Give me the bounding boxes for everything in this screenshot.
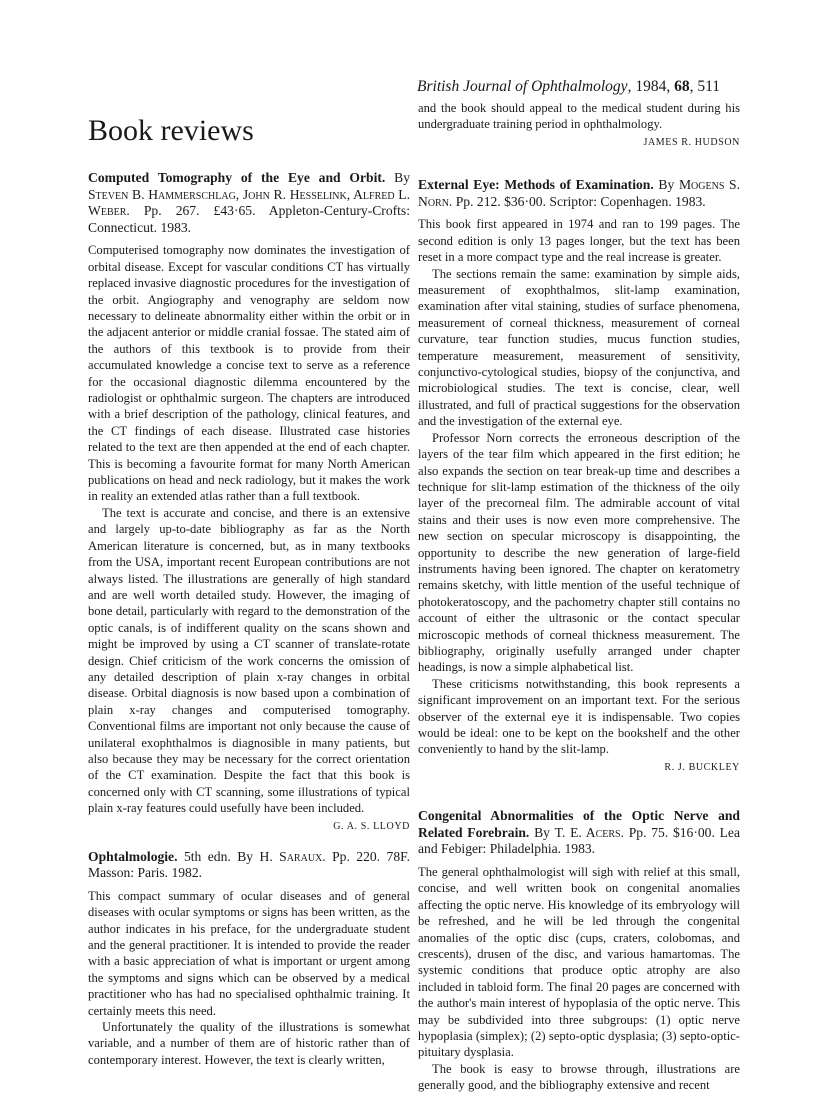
- book-details: Pp. 75. $16·00. Lea and Febiger: Philadelphia. 1983.: [418, 824, 740, 857]
- book-title: External Eye: Methods of Examination.: [418, 177, 654, 193]
- review-congenital-abnormalities: [418, 808, 740, 1093]
- review-heading: [418, 177, 740, 210]
- review-spacer: [418, 151, 740, 177]
- review-computed-tomography: [88, 170, 410, 832]
- review-external-eye: [418, 177, 740, 776]
- review-heading: [418, 808, 740, 858]
- journal-page-number: , 511: [689, 78, 720, 95]
- book-details: Pp. 267. £43·65. Appleton-Century-Crofts: Connecticut. 1983.: [88, 203, 410, 235]
- book-byline: By: [534, 824, 550, 840]
- reviewer-signature: JAMES R. HUDSON: [643, 136, 740, 148]
- book-title: Ophtalmologie.: [88, 848, 178, 864]
- book-title: Computed Tomography of the Eye and Orbit.: [88, 170, 386, 185]
- review-paragraph: These criticisms notwithstanding, this book represents a significant improvement on an important text. For the serious observer of the external eye it is indispensable. Two copies would be ideal: one to be kept on the bookshelf and the other conveniently to hand by the slit-lamp.: [418, 676, 740, 757]
- journal-name: British Journal of Ophthalmology: [417, 78, 628, 95]
- review-paragraph: The sections remain the same: examination by simple aids, measurement of exophthalmos, slit-lamp examination, examination after vital staining, studies of surface phenomena, measurement of corneal thickness, measurement of corneal curvature, tear function studies, mucus function studies, temperature measurement, measurement of sensitivity, conjunctivo-cytological studies, biopsy of the conjunctiva, and microbiological studies. The text is concise, clear, well illustrated, and full of practical suggestions for the observation and the investigation of the external eye.: [418, 266, 740, 429]
- reviewer-signature: R. J. BUCKLEY: [664, 761, 740, 773]
- review-paragraph-text: The text is accurate and concise, and there is an extensive and largely up-to-date bibliography as far as the North American literature is concerned, but, as in many textbooks from the USA, important recent European contributions are not always listed. The illustrations are generally of high standard and are well worth detailed study. However, the imaging of bone detail, particularly with regard to the demonstration of the optic canals, is of indifferent quality on the scans shown and might be improved by using a CT scanner of translate-rotate design. Chief criticism of the work concerns the omission of any detailed description of plain x-ray changes in orbital disease. Orbital diagnosis is now based upon a combination of plain x-ray changes and computerised tomography. Conventional films are important not only because the cause of unilateral exophthalmos is diagnosible in many patients, but also because they may be necessary for the correct orientation of the CT examination. Despite the fact that this book is concerned only with CT scanning, some illustrations of typical plain x-ray features could usefully have been included.: [88, 505, 410, 816]
- review-paragraph: Unfortunately the quality of the illustrations is somewhat variable, and a number of them are of historic rather than of contemporary interest. However, the text is clearly written,: [88, 1020, 410, 1067]
- book-byline: By: [394, 170, 410, 185]
- book-authors: T. E. Acers.: [554, 824, 625, 840]
- review-heading: [88, 170, 410, 236]
- book-byline: 5th edn. By: [183, 848, 254, 864]
- right-column: [418, 100, 740, 1094]
- review-heading: [88, 849, 410, 882]
- review-paragraph: Computerised tomography now dominates the investigation of orbital disease. Except for vascular conditions CT has virtually replaced invasive diagnostic procedures for the investigation of the orbit. Angiography and venography are seldom now necessary to delineate abnormality either within the orbit or in the adjacent anterior or middle cranial fossae. The stated aim of the authors of this textbook is to provide from their accumulated knowledge a concise text to serve as a reference for the occasional diagnostic dilemma encountered by the radiologist or ophthalmic surgeon. The chapters are introduced with a brief description of the pathology, clinical features, and the CT findings of each disease. Illustrated case histories related to the text are then appended at the end of each chapter. This is becoming a favourite format for many North American publications on head and neck radiology, but it makes the work in reality an extended atlas rather than a full textbook.: [88, 243, 410, 504]
- book-title: Congenital Abnormalities of the Optic Nerve and Related Forebrain.: [418, 808, 740, 840]
- left-column: [88, 100, 410, 1068]
- review-paragraph: Professor Norn corrects the erroneous description of the layers of the tear film which appeared in the first edition; he also expands the section on tear break-up time and describes a technique for slit-lamp estimation of the thickness of the oily layer of the precorneal film. The admirable account of vital stains and their uses is now even more comprehensive. The new section on specular microscopy is disappointing, the opportunity to describe the new generation of large-field instruments having been ignored. The chapter on keratometry remains sketchy, with little mention of the useful technique of photokeratoscopy, and the pachometry chapter still contains no account of either the ultrasonic or the contact specular microscopic methods of corneal thickness measurement. The bibliography, originally usefully arranged under chapter headings, is now a simple alphabetical list.: [418, 430, 740, 675]
- book-details: Pp. 212. $36·00. Scriptor: Copenhagen. 1983.: [455, 193, 706, 209]
- review-paragraph: The book is easy to browse through, illustrations are generally good, and the bibliography extensive and recent: [418, 1061, 740, 1093]
- running-head: [417, 78, 720, 96]
- review-ophtalmologie: [88, 849, 410, 1069]
- reviewer-signature: G. A. S. LLOYD: [333, 820, 410, 832]
- book-authors: Mogens S. Norn.: [418, 177, 741, 209]
- review-continuation: and the book should appeal to the medical student during his undergraduate training period in ophthalmology.: [418, 101, 740, 132]
- book-byline: By: [658, 177, 675, 193]
- review-spacer: [418, 776, 740, 808]
- journal-year: , 1984,: [627, 78, 675, 95]
- book-details: Pp. 220. 78F. Masson: Paris. 1982.: [88, 848, 410, 881]
- journal-volume: 68: [674, 78, 690, 95]
- review-paragraph: This book first appeared in 1974 and ran to 199 pages. The second edition is only 13 pages longer, but the text has been reset in a more compact type and the real increase is greater.: [418, 217, 740, 265]
- section-title: Book reviews: [88, 114, 254, 147]
- review-paragraph: The general ophthalmologist will sigh with relief at this small, concise, and well written book on congenital anomalies affecting the optic nerve. His knowledge of its embryology will be refreshed, and he will be led through the congenital anomalies of the optic disc (cups, craters, colobomas, and crescents), drusen of the disc, and various hamartomas. The systemic conditions that produce optic atrophy are also included in tabloid form. The final 20 pages are concerned with the author's main interest of hypoplasia of the optic nerve. This may be subdivided into three subgroups: (1) optic nerve hypoplasia (simplex); (2) septo-optic dysplasia; (3) septo-optic-pituitary dysplasia.: [418, 865, 740, 1060]
- book-authors: H. Saraux.: [259, 848, 326, 864]
- review-paragraph: [88, 505, 410, 832]
- review-paragraph: This compact summary of ocular diseases and of general diseases with ocular symptoms or signs has been written, as the author indicates in his preface, for the undergraduate student and the general practitioner. It is intended to provide the reader with a basic appreciation of what is important or urgent among the symptoms and signs which can be observed by a medical practitioner who has had no specialised ophthalmic training. It certainly meets this need.: [88, 888, 410, 1018]
- book-authors: Steven B. Hammerschlag, John R. Hesselink, Alfred L. Weber.: [88, 186, 410, 219]
